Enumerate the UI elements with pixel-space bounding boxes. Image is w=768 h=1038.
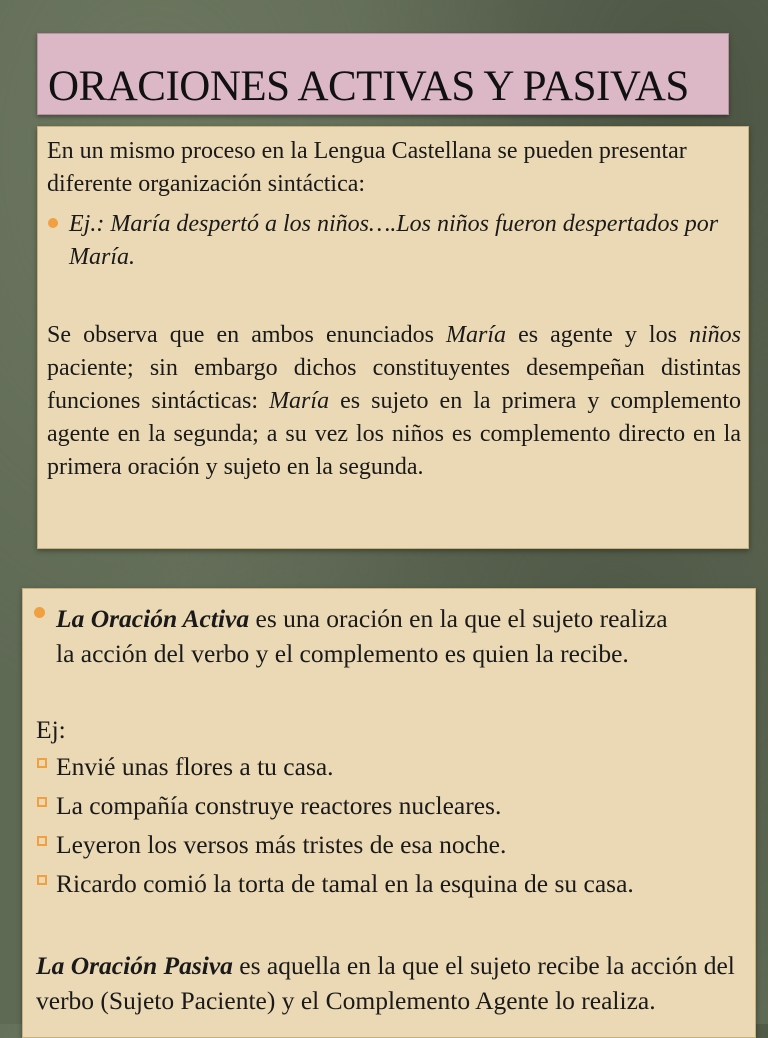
activa-definition — [56, 601, 673, 671]
square-bullet-icon — [37, 758, 47, 768]
square-bullet-icon — [37, 836, 47, 846]
list-item — [37, 749, 737, 784]
page-title: ORACIONES ACTIVAS Y PASIVAS — [48, 63, 689, 110]
square-bullet-icon — [37, 797, 47, 807]
list-item — [37, 827, 737, 862]
obs-text-2: es agente y los — [506, 322, 689, 348]
definitions-card — [22, 588, 756, 1038]
obs-text-3: paciente; sin embargo dichos constituyentes desempeñan distintas funciones sintácticas: — [47, 355, 741, 414]
ej-label: Ej: — [36, 715, 66, 744]
bullet-dot-icon — [34, 607, 45, 618]
example-sentence: Ricardo comió la torta de tamal en la esquina de su casa. — [56, 869, 634, 898]
title-banner — [37, 33, 729, 115]
observation-paragraph — [47, 319, 741, 484]
obs-maria-1: María — [446, 322, 506, 348]
pasiva-def-text: es aquella en la que el sujeto recibe la acción del verbo (Sujeto Paciente) y el Complemento Agente lo realiza. — [36, 951, 735, 1015]
example-sentence: Leyeron los versos más tristes de esa noche. — [56, 830, 507, 859]
example-text: Ej.: María despertó a los niños….Los niños fueron despertados por María. — [69, 211, 719, 270]
obs-text-1: Se observa que en ambos enunciados — [47, 322, 446, 348]
intro-paragraph: En un mismo proceso en la Lengua Castellana se pueden presentar diferente organización sintáctica: — [47, 138, 687, 197]
list-item — [37, 866, 737, 901]
square-bullet-icon — [37, 875, 47, 885]
list-item — [37, 788, 737, 823]
example-sentence: Envié unas flores a tu casa. — [56, 752, 334, 781]
intro-card — [37, 126, 749, 549]
activa-def-text: es una oración en la que el sujeto realiza la acción del verbo y el complemento es quien la recibe. — [56, 604, 668, 668]
activa-bullet — [33, 601, 673, 671]
bullet-dot-icon — [48, 218, 58, 228]
obs-text-4: es sujeto en la primera y complemento agente en la segunda; a su vez los niños es complemento directo en la primera oración y sujeto en la segunda. — [47, 388, 742, 480]
example-bullet — [47, 208, 737, 274]
obs-ninos: niños — [688, 322, 741, 348]
pasiva-definition — [36, 948, 736, 1018]
examples-list — [37, 749, 737, 905]
pasiva-term: La Oración Pasiva — [36, 951, 233, 980]
example-sentence: La compañía construye reactores nucleares. — [56, 791, 502, 820]
activa-term: La Oración Activa — [56, 604, 250, 633]
obs-maria-2: María — [269, 388, 330, 414]
